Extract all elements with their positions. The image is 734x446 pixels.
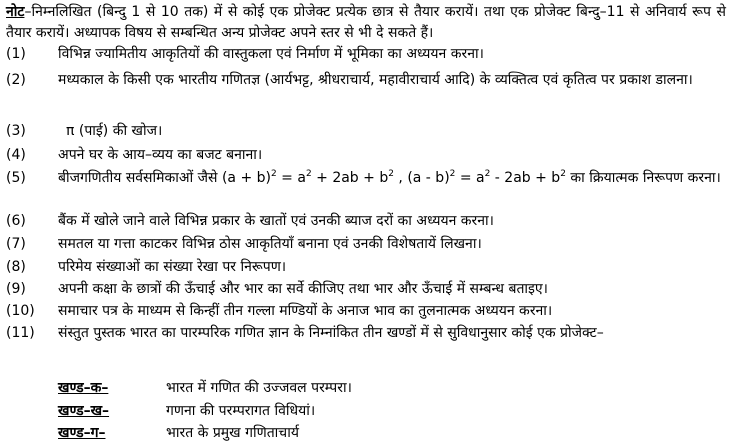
item-text-before: बीजगणितीय सर्वसमिकाओं जैसे — [58, 170, 222, 186]
item-number: (1) — [6, 46, 26, 62]
exponent: 2 — [560, 169, 566, 179]
exponent: 2 — [305, 169, 312, 179]
exponent: 2 — [484, 169, 491, 179]
note-text: –निम्नलिखित (बिन्दु 1 से 10 तक) में से कोई एक प्रोजेक्ट प्रत्येक छात्र से तैयार करायें। तथा एक प्रोजेक्ट बिन्दु–11 से अनिवार्य रूप से तैयार करायें। अध्यापक विषय से सम्बन्धित अन्य प्रोजेक्ट अपने स्तर से भी दे सकते हैं। — [6, 4, 726, 41]
section-title: गणना की परम्परागत विधियां। — [166, 403, 316, 419]
section-label: खण्ड–ख– — [58, 403, 110, 419]
item-number: (4) — [6, 147, 26, 163]
item-text — [58, 168, 722, 189]
item-text: विभिन्न ज्यामितीय आकृतियों की वास्तुकला एवं निर्माण में भूमिका का अध्ययन करना। — [58, 46, 484, 62]
identity-lhs: (a + b) — [221, 170, 271, 186]
algebraic-identity-square-of-sum — [222, 170, 394, 186]
item-text: समतल या गत्ता काटकर विभिन्न ठोस आकृतियाँ बनाना एवं उनकी विशेषतायें लिखना। — [58, 236, 482, 252]
item-text: अपने घर के आय–व्यय का बजट बनाना। — [58, 147, 263, 163]
identity-middle: + 2ab + b — [311, 170, 389, 186]
item-text-after: का क्रियात्मक निरूपण करना। — [565, 170, 721, 186]
section-label: खण्ड–क– — [58, 380, 109, 396]
item-text: परिमेय संख्याओं का संख्या रेखा पर निरूपण। — [58, 259, 287, 275]
item-text: संस्तुत पुस्तक भारत का पारम्परिक गणित ज्ञान के निम्नांकित तीन खण्डों में से सुविधानुसार कोई एक प्रोजेक्ट– — [58, 325, 604, 341]
item-text: समाचार पत्र के माध्यम से किन्हीं तीन गल्ला मण्डियों के अनाज भाव का तुलनात्मक अध्ययन करना। — [58, 303, 553, 319]
item-number: (5) — [6, 170, 26, 186]
item-number: (9) — [6, 281, 26, 297]
item-number: (2) — [6, 72, 26, 88]
identity-middle: - 2ab + b — [490, 170, 561, 186]
identity-lhs: (a - b) — [407, 170, 450, 186]
note-label: नोट — [6, 4, 25, 20]
section-row — [0, 401, 734, 423]
item-text: मध्यकाल के किसी एक भारतीय गणितज्ञ (आर्यभट्ट, श्रीधराचार्य, महावीराचार्य आदि) के व्यक्तित्व एवं कृतित्व पर प्रकाश डालना। — [58, 72, 693, 88]
identity-equals: = a — [276, 170, 306, 186]
item-number: (10) — [6, 303, 35, 319]
exponent: 2 — [271, 169, 277, 179]
item-text: अपनी कक्षा के छात्रों की ऊँचाई और भार का सर्वे कीजिए तथा भार और ऊँचाई में सम्बन्ध बताइए। — [58, 281, 548, 297]
exponent: 2 — [388, 169, 394, 179]
section-row — [0, 378, 734, 400]
section-row — [0, 423, 734, 445]
item-text: π (पाई) की खोज। — [66, 123, 163, 139]
item-number: (8) — [6, 259, 26, 275]
item-number: (3) — [6, 123, 26, 139]
item-number: (6) — [6, 213, 26, 229]
note-paragraph — [6, 2, 726, 44]
item-number: (11) — [6, 325, 35, 341]
identity-separator: , — [393, 170, 408, 186]
exponent: 2 — [449, 169, 456, 179]
identity-equals: = a — [455, 170, 485, 186]
item-text: बैंक में खोले जाने वाले विभिन्न प्रकार के खातों एवं उनकी ब्याज दरों का अध्ययन करना। — [58, 213, 494, 229]
section-title: भारत में गणित की उज्जवल परम्परा। — [166, 380, 352, 396]
section-title: भारत के प्रमुख गणिताचार्य — [166, 425, 299, 441]
algebraic-identity-square-of-difference — [407, 170, 566, 186]
section-label: खण्ड–ग– — [58, 425, 106, 441]
item-number: (7) — [6, 236, 26, 252]
